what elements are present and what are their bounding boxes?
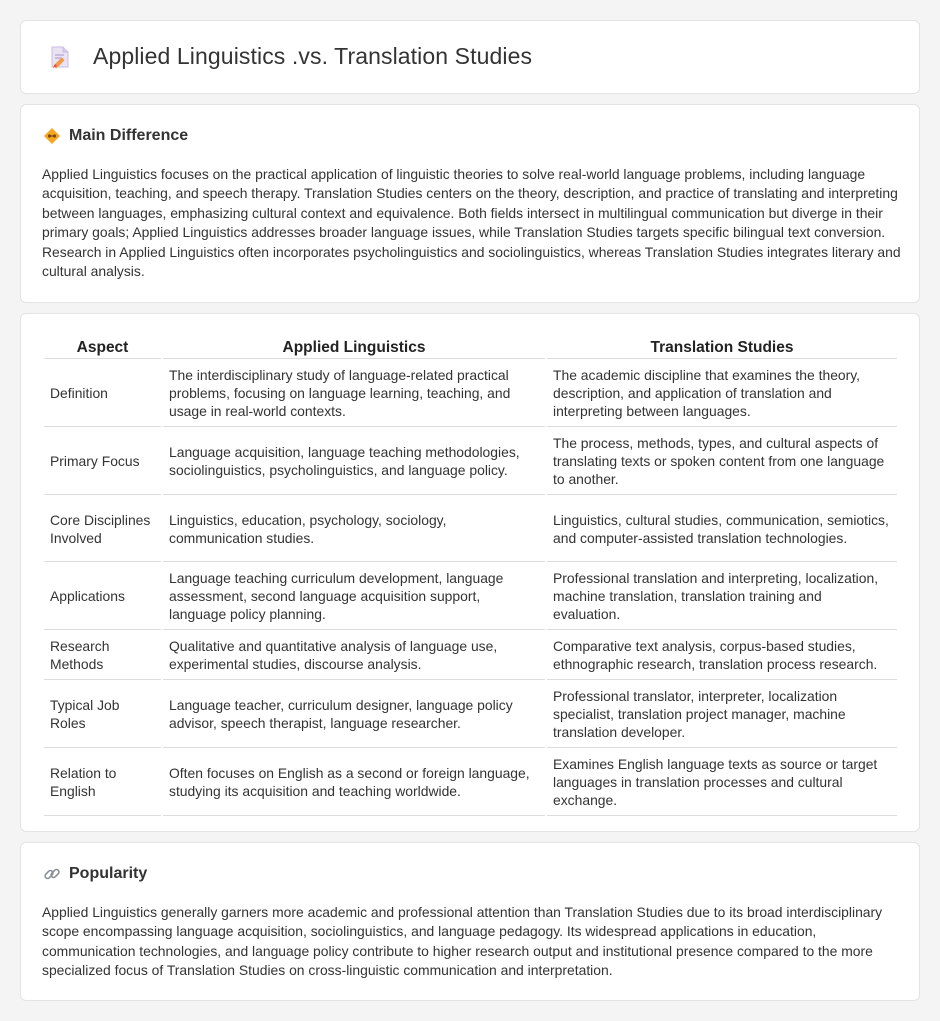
- table-row: [44, 359, 897, 427]
- aspect-cell: Relation to English: [44, 748, 161, 816]
- aspect-cell: Research Methods: [44, 630, 161, 680]
- translation-cell: Linguistics, cultural studies, communication, semiotics, and computer-assisted translation technologies.: [547, 495, 897, 562]
- link-icon: [43, 865, 61, 883]
- main-difference-title: Main Difference: [69, 127, 189, 144]
- popularity-heading: [43, 865, 147, 883]
- table-header-row: [44, 334, 897, 359]
- table-row: [44, 630, 897, 680]
- aspect-cell: Core Disciplines Involved: [44, 495, 161, 562]
- table-row: [44, 680, 897, 748]
- aspect-cell: Typical Job Roles: [44, 680, 161, 748]
- comparison-table-card: [20, 313, 920, 832]
- page-title: Applied Linguistics .vs. Translation Studies: [93, 43, 533, 69]
- document-edit-icon: [47, 44, 73, 70]
- translation-cell: The process, methods, types, and cultural aspects of translating texts or spoken content from one language to another.: [547, 427, 897, 495]
- popularity-title: Popularity: [69, 865, 148, 882]
- header-translation-studies: Translation Studies: [547, 334, 897, 359]
- table-row: [44, 748, 897, 816]
- aspect-cell: Primary Focus: [44, 427, 161, 495]
- applied-cell: Language acquisition, language teaching methodologies, sociolinguistics, psycholinguistics, and language policy.: [163, 427, 545, 495]
- title-row: [47, 43, 532, 70]
- translation-cell: Comparative text analysis, corpus-based studies, ethnographic research, translation process research.: [547, 630, 897, 680]
- header-card: [20, 20, 920, 94]
- main-difference-heading: [43, 127, 188, 145]
- applied-cell: Language teacher, curriculum designer, language policy advisor, speech therapist, language researcher.: [163, 680, 545, 748]
- table-row: [44, 427, 897, 495]
- applied-cell: Language teaching curriculum development, language assessment, second language acquisition support, language policy planning.: [163, 562, 545, 630]
- translation-cell: Examines English language texts as source or target languages in translation processes and cultural exchange.: [547, 748, 897, 816]
- applied-cell: Qualitative and quantitative analysis of language use, experimental studies, discourse analysis.: [163, 630, 545, 680]
- aspect-cell: Definition: [44, 359, 161, 427]
- popularity-text: Applied Linguistics generally garners more academic and professional attention than Translation Studies due to its broad interdisciplinary scope encompassing language acquisition, sociolinguistics, and language pedagogy. Its widespread applications in education, communication technologies, and language policy contribute to higher research output and institutional presence compared to the more specialized focus of Translation Studies on cross-linguistic communication and interpretation.: [42, 904, 883, 979]
- comparison-table: [42, 334, 899, 816]
- translation-cell: The academic discipline that examines the theory, description, and application of translation and interpreting between languages.: [547, 359, 897, 427]
- applied-cell: Linguistics, education, psychology, sociology, communication studies.: [163, 495, 545, 562]
- main-difference-text: Applied Linguistics focuses on the practical application of linguistic theories to solve real-world language problems, including language acquisition, teaching, and speech therapy. Translation Studies centers on the theory, description, and practice of translating and interpreting between languages, emphasizing cultural context and equivalence. Both fields intersect in multilingual communication but diverge in their primary goals; Applied Linguistics addresses broader language issues, while Translation Studies targets specific bilingual text conversion. Research in Applied Linguistics often incorporates psycholinguistics and sociolinguistics, whereas Translation Studies integrates literary and cultural analysis.: [42, 166, 901, 280]
- aspect-cell: Applications: [44, 562, 161, 630]
- handshake-icon: [43, 127, 61, 145]
- header-applied-linguistics: Applied Linguistics: [163, 334, 545, 359]
- applied-cell: Often focuses on English as a second or foreign language, studying its acquisition and teaching worldwide.: [163, 748, 545, 816]
- translation-cell: Professional translation and interpreting, localization, machine translation, translation training and evaluation.: [547, 562, 897, 630]
- popularity-card: [20, 842, 920, 1001]
- table-row: [44, 495, 897, 562]
- table-row: [44, 562, 897, 630]
- translation-cell: Professional translator, interpreter, localization specialist, translation project manager, machine translation developer.: [547, 680, 897, 748]
- applied-cell: The interdisciplinary study of language-related practical problems, focusing on language learning, teaching, and usage in real-world contexts.: [163, 359, 545, 427]
- main-difference-card: [20, 104, 920, 303]
- header-aspect: Aspect: [44, 334, 161, 359]
